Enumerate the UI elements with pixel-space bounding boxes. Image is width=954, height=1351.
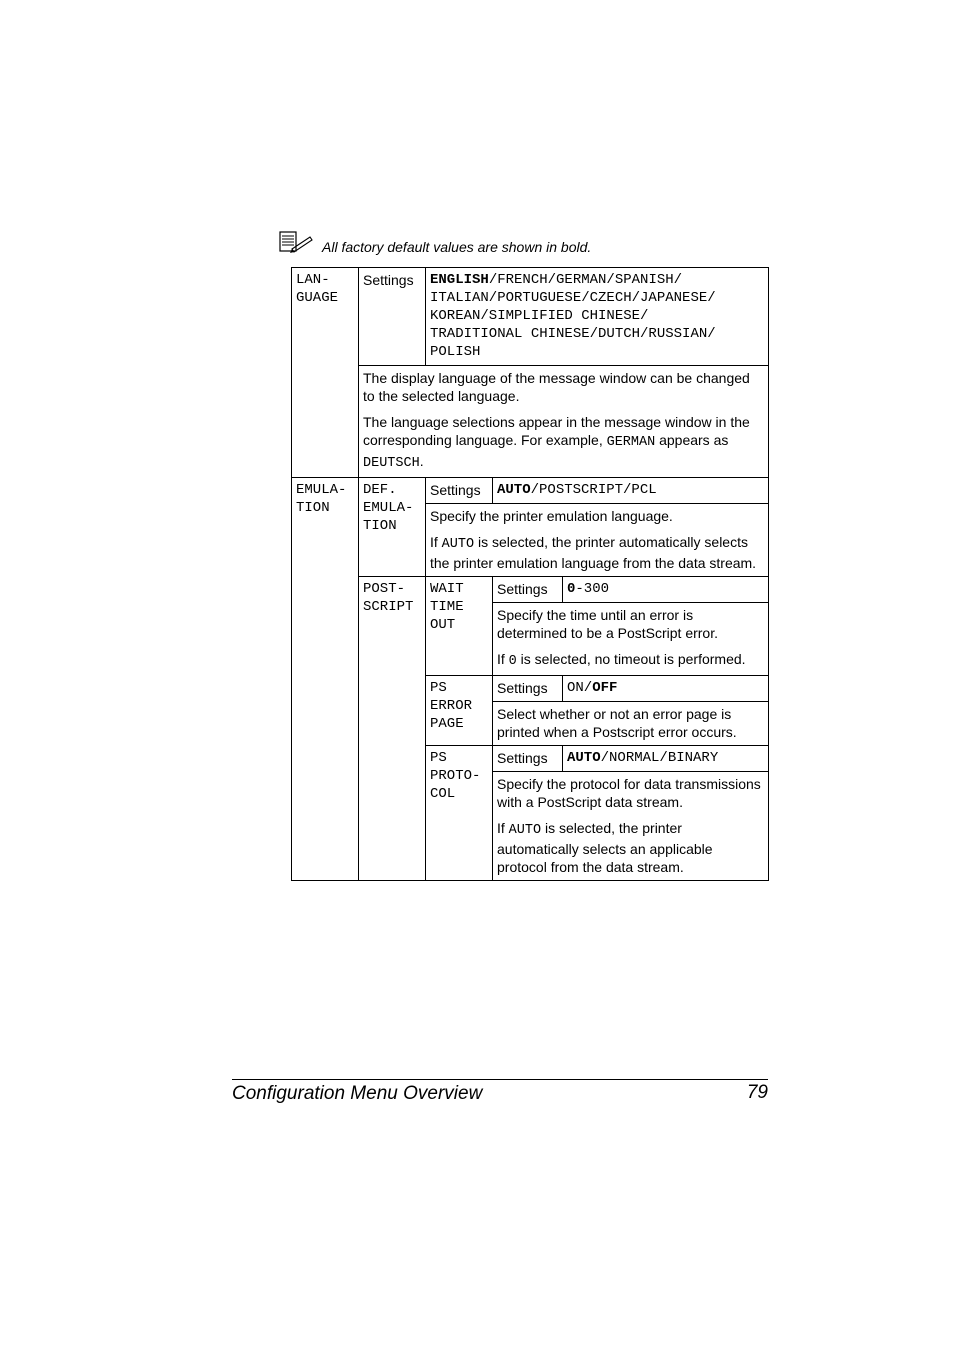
ps-protocol-settings-label: Settings bbox=[493, 746, 563, 772]
def-emulation-options: AUTO/POSTSCRIPT/PCL bbox=[493, 478, 769, 504]
wait-timeout-settings-row bbox=[292, 577, 769, 603]
language-settings-label: Settings bbox=[359, 268, 426, 366]
def-emulation-settings-row bbox=[292, 478, 769, 504]
postscript-label: POST- SCRIPT bbox=[359, 577, 426, 881]
language-description: The display language of the message window can be changed to the selected language. The language selections appear in the message window in the corresponding language. For example, GERMAN appears as DEUTSCH. bbox=[359, 366, 769, 478]
ps-protocol-label: PS PROTO- COL bbox=[426, 746, 493, 881]
wait-timeout-settings-label: Settings bbox=[493, 577, 563, 603]
language-settings-row bbox=[292, 268, 769, 366]
ps-error-page-label: PS ERROR PAGE bbox=[426, 676, 493, 746]
wait-timeout-label: WAIT TIME OUT bbox=[426, 577, 493, 676]
wait-timeout-description: Specify the time until an error is determined to be a PostScript error. If 0 is selected, no timeout is performed. bbox=[493, 603, 769, 676]
note-text: All factory default values are shown in bold. bbox=[322, 239, 592, 255]
footer-rule bbox=[232, 1079, 768, 1080]
menu-emulation-label: EMULA- TION bbox=[292, 478, 359, 881]
def-emulation-label: DEF. EMULA- TION bbox=[359, 478, 426, 577]
def-emulation-settings-label: Settings bbox=[426, 478, 493, 504]
def-emulation-description: Specify the printer emulation language. If AUTO is selected, the printer automatically selects the printer emulation language from the data stream. bbox=[426, 504, 769, 577]
menu-language-label: LAN- GUAGE bbox=[292, 268, 359, 478]
ps-protocol-options: AUTO/NORMAL/BINARY bbox=[563, 746, 769, 772]
ps-error-page-description: Select whether or not an error page is printed when a Postscript error occurs. bbox=[493, 702, 769, 746]
footer-title: Configuration Menu Overview bbox=[232, 1083, 483, 1104]
ps-protocol-description: Specify the protocol for data transmissions with a PostScript data stream. If AUTO is selected, the printer automatically selects an applicable protocol from the data stream. bbox=[493, 772, 769, 881]
ps-error-page-settings-label: Settings bbox=[493, 676, 563, 702]
wait-timeout-options: 0-300 bbox=[563, 577, 769, 603]
language-options: ENGLISH/FRENCH/GERMAN/SPANISH/ ITALIAN/PORTUGUESE/CZECH/JAPANESE/ KOREAN/SIMPLIFIED CHINESE/ TRADITIONAL CHINESE/DUTCH/RUSSIAN/ POLISH bbox=[426, 268, 769, 366]
language-default: ENGLISH bbox=[430, 272, 489, 288]
note-pencil-icon bbox=[278, 229, 314, 255]
page-number: 79 bbox=[746, 1082, 768, 1103]
configuration-menu-table bbox=[291, 267, 769, 881]
language-description-row bbox=[292, 366, 769, 478]
ps-error-page-options: ON/OFF bbox=[563, 676, 769, 702]
